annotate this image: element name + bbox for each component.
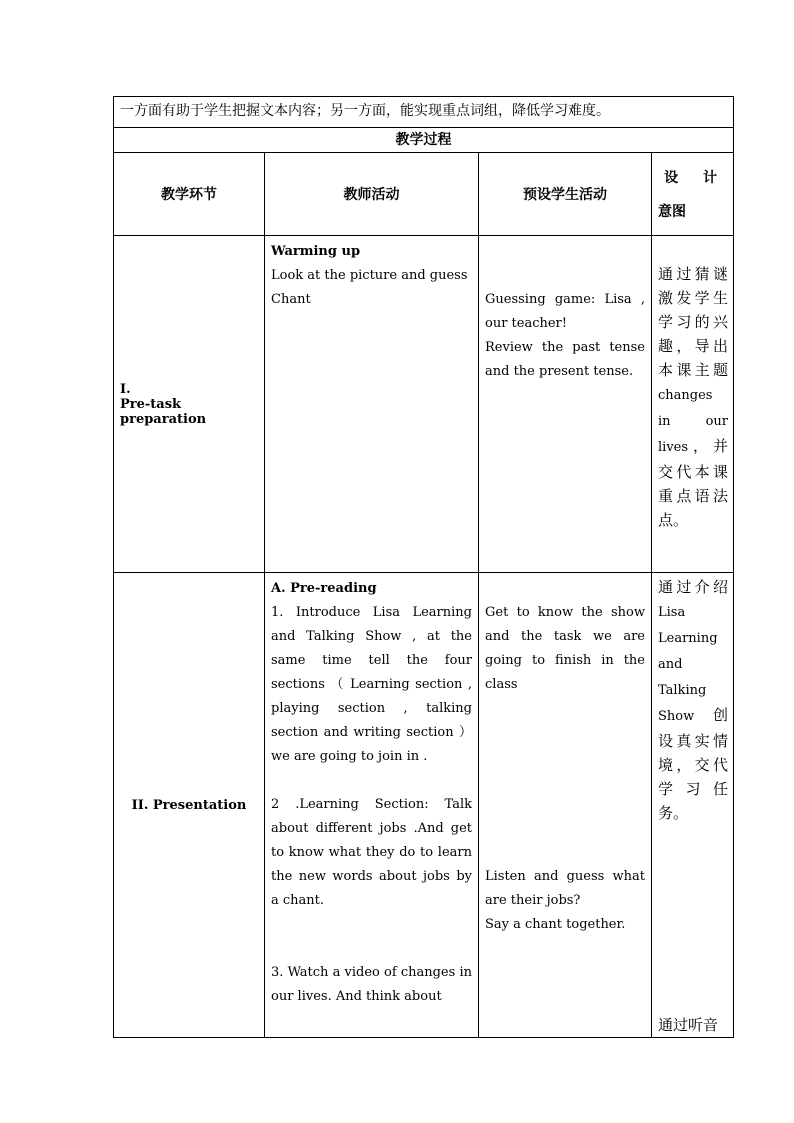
header-design-line2: 意图 [658, 204, 686, 220]
intro-text: 一方面有助于学生把握文本内容；另一方面，能实现重点词组，降低学习难度。 [114, 97, 734, 128]
table-row [114, 236, 734, 573]
student-line: Get to know the show and the task we are going to finish in the class [485, 605, 645, 692]
student-activity-cell [479, 236, 652, 573]
teacher-title: A. Pre-reading [271, 581, 377, 596]
stage-cell [114, 236, 265, 573]
student-line: Listen and guess what are their jobs? [485, 869, 645, 908]
design-text-en: changes in our lives [658, 388, 728, 455]
teacher-paragraph: 2 .Learning Section: Talk about different jobs .And get to know what they do to learn the new words about jobs by a chant. [271, 797, 472, 908]
teacher-activity-cell [265, 236, 479, 573]
lesson-plan-table [113, 96, 734, 1038]
header-design-line1: 设 计 [664, 170, 727, 186]
header-stage: 教学环节 [114, 153, 265, 236]
teacher-line: Chant [271, 292, 311, 307]
student-line: Say a chant together. [485, 917, 626, 932]
stage-line: I. [120, 381, 131, 397]
student-line: Review the past tense and the present tense. [485, 340, 645, 379]
design-intent-cell [652, 573, 734, 1038]
design-intent-cell [652, 236, 734, 573]
stage-line: Pre-task [120, 396, 182, 412]
header-design-intent [652, 153, 734, 236]
teacher-title: Warming up [271, 244, 361, 259]
design-text: 通过猜谜激发学生学习的兴趣，导出本课主题 [658, 265, 728, 379]
design-text: 通过听音 [658, 1016, 719, 1034]
design-text-en: Lisa Learning and Talking Show [658, 605, 718, 724]
teacher-line: Look at the picture and guess [271, 268, 468, 283]
section-title: 教学过程 [114, 128, 734, 153]
design-text: ，并交代本课重点语法点。 [658, 437, 728, 529]
header-teacher-activity: 教师活动 [265, 153, 479, 236]
header-student-activity: 预设学生活动 [479, 153, 652, 236]
stage-line: preparation [120, 411, 207, 427]
design-text: 通过介绍 [658, 578, 728, 596]
student-line: Guessing game: Lisa , our teacher! [485, 292, 645, 331]
teacher-activity-cell [265, 573, 479, 1038]
student-activity-cell [479, 573, 652, 1038]
table-row [114, 573, 734, 1038]
teacher-paragraph: 3. Watch a video of changes in our lives. And think about [271, 965, 472, 1004]
stage-cell: II. Presentation [114, 573, 265, 1038]
teacher-paragraph: 1. Introduce Lisa Learning and Talking Show , at the same time tell the four sections （ Learning section , playing section , talking section and writing section ） we are going to join in . [271, 605, 472, 764]
design-text: 创设真实情境，交代学习任务。 [658, 706, 728, 822]
